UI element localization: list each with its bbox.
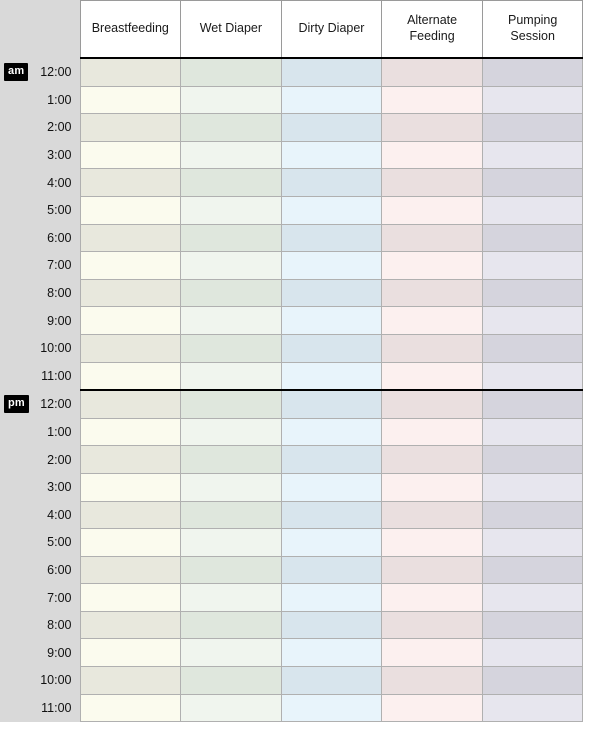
tracker-cell[interactable] [181, 529, 282, 557]
tracker-cell[interactable] [80, 86, 181, 114]
tracker-cell[interactable] [482, 390, 583, 418]
tracker-cell[interactable] [80, 694, 181, 722]
hour-label-cell [0, 473, 80, 501]
tracker-cell[interactable] [382, 390, 483, 418]
table-row [0, 667, 583, 695]
hour-label-cell [0, 584, 80, 612]
tracker-cell[interactable] [181, 584, 282, 612]
hour-label-cell [0, 252, 80, 280]
hour-label-text: 12:00 [40, 65, 72, 80]
tracker-cell[interactable] [382, 362, 483, 390]
table-row [0, 556, 583, 584]
tracker-cell[interactable] [281, 529, 382, 557]
hour-label-text: 11:00 [41, 369, 72, 384]
tracker-cell[interactable] [482, 418, 583, 446]
hour-label-cell [0, 141, 80, 169]
tracker-cell[interactable] [281, 639, 382, 667]
hour-label-text: 5:00 [47, 535, 72, 550]
hour-label-text: 6:00 [47, 562, 72, 577]
tracker-cell[interactable] [482, 86, 583, 114]
table-row [0, 252, 583, 280]
table-row [0, 584, 583, 612]
hour-label-cell [0, 224, 80, 252]
tracker-cell[interactable] [482, 694, 583, 722]
table-row [0, 390, 583, 418]
tracker-cell[interactable] [80, 252, 181, 280]
column-header-wet-diaper: Wet Diaper [181, 1, 282, 59]
tracker-cell[interactable] [80, 390, 181, 418]
tracker-cell[interactable] [181, 169, 282, 197]
table-row [0, 362, 583, 390]
tracker-cell[interactable] [281, 611, 382, 639]
tracker-cell[interactable] [382, 446, 483, 474]
tracker-cell[interactable] [482, 473, 583, 501]
hour-label-text: 5:00 [47, 203, 72, 218]
table-row [0, 114, 583, 142]
tracker-cell[interactable] [382, 141, 483, 169]
tracker-cell[interactable] [80, 639, 181, 667]
tracker-cell[interactable] [382, 667, 483, 695]
tracker-cell[interactable] [382, 252, 483, 280]
header-corner-cell [0, 1, 80, 59]
tracker-cell[interactable] [181, 639, 282, 667]
tracker-cell[interactable] [181, 473, 282, 501]
hour-label-text: 7:00 [47, 590, 72, 605]
tracker-cell[interactable] [281, 114, 382, 142]
tracker-cell[interactable] [382, 196, 483, 224]
tracker-cell[interactable] [181, 694, 282, 722]
table-row [0, 501, 583, 529]
hour-label-cell [0, 169, 80, 197]
hour-label-text: 10:00 [40, 673, 72, 688]
tracker-cell[interactable] [80, 58, 181, 86]
hour-label-cell [0, 196, 80, 224]
tracker-cell[interactable] [382, 114, 483, 142]
tracker-cell[interactable] [482, 501, 583, 529]
tracker-cell[interactable] [181, 307, 282, 335]
table-row [0, 58, 583, 86]
hour-label-text: 12:00 [40, 397, 72, 412]
tracker-cell[interactable] [281, 446, 382, 474]
tracker-cell[interactable] [80, 334, 181, 362]
hour-label-cell [0, 694, 80, 722]
tracker-cell[interactable] [281, 694, 382, 722]
hour-label-cell [0, 418, 80, 446]
hour-label-text: 4:00 [47, 175, 72, 190]
tracker-cell[interactable] [382, 86, 483, 114]
tracker-cell[interactable] [482, 362, 583, 390]
tracker-cell[interactable] [281, 279, 382, 307]
tracker-cell[interactable] [281, 141, 382, 169]
tracker-cell[interactable] [382, 611, 483, 639]
tracker-cell[interactable] [181, 58, 282, 86]
tracker-cell[interactable] [281, 390, 382, 418]
tracker-cell[interactable] [482, 169, 583, 197]
tracker-cell[interactable] [80, 362, 181, 390]
hour-label-text: 1:00 [47, 92, 72, 107]
table-row [0, 141, 583, 169]
tracker-cell[interactable] [281, 196, 382, 224]
tracker-cell[interactable] [80, 667, 181, 695]
hour-label-cell [0, 114, 80, 142]
hour-label-cell [0, 529, 80, 557]
tracker-cell[interactable] [382, 639, 483, 667]
table-header [0, 1, 583, 59]
hour-label-cell [0, 58, 80, 86]
tracker-cell[interactable] [181, 279, 282, 307]
tracker-cell[interactable] [281, 418, 382, 446]
tracker-cell[interactable] [281, 58, 382, 86]
tracker-cell[interactable] [482, 279, 583, 307]
hour-label-cell [0, 334, 80, 362]
table-row [0, 611, 583, 639]
hour-label-cell [0, 501, 80, 529]
tracker-cell[interactable] [281, 169, 382, 197]
hour-label-text: 2:00 [47, 452, 72, 467]
tracker-cell[interactable] [80, 141, 181, 169]
tracker-cell[interactable] [382, 473, 483, 501]
tracker-cell[interactable] [181, 501, 282, 529]
table-row [0, 473, 583, 501]
hour-label-text: 7:00 [47, 258, 72, 273]
tracker-cell[interactable] [80, 584, 181, 612]
tracker-cell[interactable] [181, 224, 282, 252]
hour-label-text: 3:00 [47, 148, 72, 163]
tracker-cell[interactable] [482, 196, 583, 224]
tracker-cell[interactable] [281, 556, 382, 584]
table-body [0, 58, 583, 722]
tracker-cell[interactable] [80, 224, 181, 252]
tracker-cell[interactable] [80, 473, 181, 501]
tracker-cell[interactable] [80, 307, 181, 335]
column-header-alternate-feeding: Alternate Feeding [382, 1, 483, 59]
tracker-cell[interactable] [382, 307, 483, 335]
tracker-cell[interactable] [482, 114, 583, 142]
tracker-cell[interactable] [482, 667, 583, 695]
tracker-cell[interactable] [80, 501, 181, 529]
tracker-cell[interactable] [382, 169, 483, 197]
tracker-cell[interactable] [482, 224, 583, 252]
tracker-cell[interactable] [382, 529, 483, 557]
hour-label-text: 6:00 [47, 230, 72, 245]
table-row [0, 529, 583, 557]
tracker-cell[interactable] [281, 362, 382, 390]
table-row [0, 224, 583, 252]
hour-label-text: 3:00 [47, 480, 72, 495]
tracker-cell[interactable] [482, 529, 583, 557]
tracker-cell[interactable] [382, 584, 483, 612]
hour-label-text: 10:00 [40, 341, 72, 356]
hour-label-cell [0, 639, 80, 667]
tracker-cell[interactable] [181, 252, 282, 280]
table-row [0, 169, 583, 197]
table-row [0, 639, 583, 667]
tracker-cell[interactable] [80, 529, 181, 557]
table-row [0, 196, 583, 224]
hour-label-cell [0, 86, 80, 114]
tracker-cell[interactable] [382, 694, 483, 722]
hour-label-cell [0, 667, 80, 695]
hour-label-text: 8:00 [47, 618, 72, 633]
tracker-cell[interactable] [281, 473, 382, 501]
hour-label-cell [0, 279, 80, 307]
tracker-cell[interactable] [80, 418, 181, 446]
table-row [0, 446, 583, 474]
column-header-dirty-diaper: Dirty Diaper [281, 1, 382, 59]
tracker-cell[interactable] [181, 446, 282, 474]
tracker-cell[interactable] [281, 252, 382, 280]
tracker-cell[interactable] [181, 334, 282, 362]
tracker-cell[interactable] [181, 196, 282, 224]
table-row [0, 418, 583, 446]
tracker-cell[interactable] [382, 501, 483, 529]
hour-label-cell [0, 446, 80, 474]
header-row [0, 1, 583, 59]
tracker-cell[interactable] [181, 611, 282, 639]
tracker-cell[interactable] [482, 307, 583, 335]
hour-label-text: 8:00 [47, 286, 72, 301]
tracker-cell[interactable] [80, 446, 181, 474]
hour-label-text: 4:00 [47, 507, 72, 522]
tracker-cell[interactable] [181, 390, 282, 418]
tracker-cell[interactable] [482, 141, 583, 169]
tracker-cell[interactable] [482, 334, 583, 362]
table-row [0, 694, 583, 722]
hour-label-cell [0, 362, 80, 390]
tracker-cell[interactable] [382, 334, 483, 362]
tracker-cell[interactable] [181, 362, 282, 390]
hour-label-cell [0, 390, 80, 418]
table-row [0, 307, 583, 335]
hour-label-text: 2:00 [47, 120, 72, 135]
hour-label-cell [0, 611, 80, 639]
hour-label-cell [0, 307, 80, 335]
hour-label-text: 9:00 [47, 645, 72, 660]
tracker-cell[interactable] [482, 584, 583, 612]
tracker-cell[interactable] [281, 224, 382, 252]
hour-label-text: 1:00 [47, 425, 72, 440]
tracker-cell[interactable] [482, 611, 583, 639]
tracker-cell[interactable] [181, 556, 282, 584]
tracker-cell[interactable] [382, 58, 483, 86]
tracker-cell[interactable] [80, 169, 181, 197]
hour-label-cell [0, 556, 80, 584]
tracker-cell[interactable] [181, 418, 282, 446]
table-row [0, 334, 583, 362]
tracker-cell[interactable] [382, 224, 483, 252]
tracker-cell[interactable] [281, 501, 382, 529]
meridiem-badge: pm [4, 395, 29, 413]
tracker-cell[interactable] [482, 556, 583, 584]
tracker-cell[interactable] [181, 86, 282, 114]
tracker-cell[interactable] [281, 86, 382, 114]
tracker-cell[interactable] [281, 584, 382, 612]
tracker-cell[interactable] [181, 114, 282, 142]
tracker-cell[interactable] [181, 667, 282, 695]
tracker-cell[interactable] [382, 418, 483, 446]
hour-label-text: 11:00 [41, 700, 72, 715]
tracker-cell[interactable] [382, 556, 483, 584]
tracker-cell[interactable] [482, 639, 583, 667]
tracker-cell[interactable] [281, 334, 382, 362]
tracker-cell[interactable] [181, 141, 282, 169]
tracker-cell[interactable] [482, 252, 583, 280]
tracker-cell[interactable] [482, 446, 583, 474]
tracker-cell[interactable] [281, 307, 382, 335]
meridiem-badge: am [4, 63, 28, 81]
tracker-cell[interactable] [482, 58, 583, 86]
tracker-cell[interactable] [80, 556, 181, 584]
column-header-breastfeeding: Breastfeeding [80, 1, 181, 59]
tracker-cell[interactable] [80, 114, 181, 142]
table-row [0, 279, 583, 307]
hour-label-text: 9:00 [47, 313, 72, 328]
table-row [0, 86, 583, 114]
tracker-cell[interactable] [80, 611, 181, 639]
tracker-cell[interactable] [281, 667, 382, 695]
tracker-cell[interactable] [382, 279, 483, 307]
tracker-cell[interactable] [80, 196, 181, 224]
column-header-pumping-session: Pumping Session [482, 1, 583, 59]
tracker-cell[interactable] [80, 279, 181, 307]
